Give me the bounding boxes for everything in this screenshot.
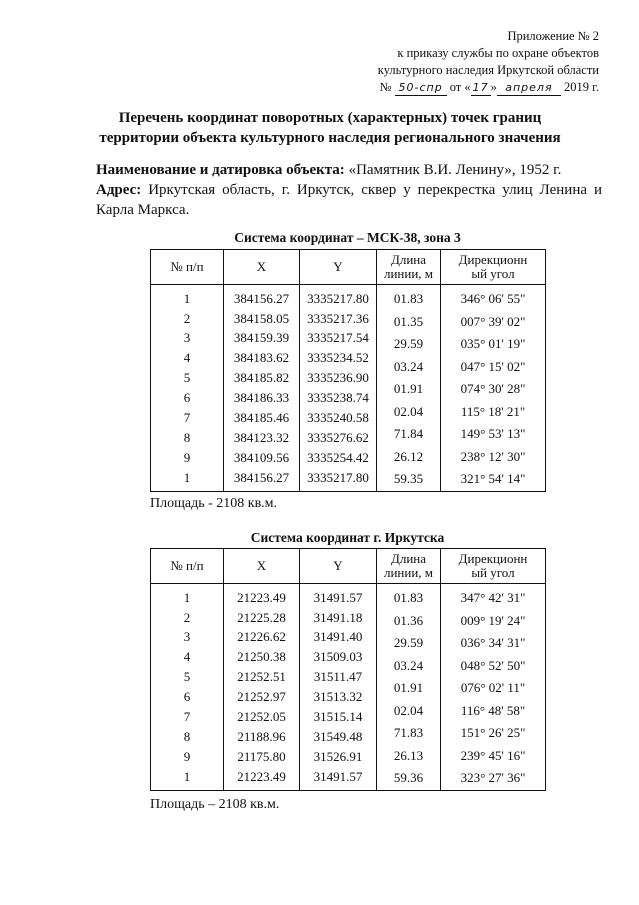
column-header-y: Y (300, 250, 377, 285)
coord-y-cell: 31491.57 (300, 766, 377, 790)
point-number-cell: 8 (151, 727, 224, 747)
point-number-cell: 4 (151, 647, 224, 667)
coord-x-cell: 384183.62 (224, 348, 300, 368)
segment-length: 71.83 (393, 725, 424, 740)
area-msk38: Площадь - 2108 кв.м. (150, 496, 278, 511)
coordinates-table-msk38 (150, 249, 546, 492)
segment-length: 26.13 (393, 747, 424, 763)
coord-y-cell: 3335217.54 (300, 328, 377, 348)
segment-angle: 346° 06' 55" (460, 291, 526, 306)
segment-length: 01.83 (393, 590, 424, 605)
date-mid: » (490, 80, 497, 94)
coord-x-cell: 384159.39 (224, 328, 300, 348)
segment-length: 26.12 (393, 448, 424, 464)
coord-y-cell: 31509.03 (300, 647, 377, 667)
segment-angle: 347° 42' 31" (460, 590, 526, 605)
coord-x-cell: 21175.80 (224, 746, 300, 766)
coord-y-cell: 31526.91 (300, 746, 377, 766)
coord-y-cell: 31491.18 (300, 607, 377, 627)
order-number: 50-спр (395, 81, 447, 96)
point-number-cell: 3 (151, 328, 224, 348)
object-name-label: Наименование и датировка объекта: (96, 162, 345, 178)
coord-y-cell: 31515.14 (300, 707, 377, 727)
column-header-length (377, 250, 441, 285)
point-number-cell: 1 (151, 584, 224, 608)
table-header-row (151, 250, 546, 285)
segment-length: 01.35 (393, 313, 424, 329)
segment-angle: 115° 18' 21" (460, 403, 526, 419)
angle-header-line2: ый угол (471, 565, 515, 580)
coord-y-cell: 3335217.36 (300, 308, 377, 328)
segment-angle: 149° 53' 13" (460, 426, 526, 441)
table-row (151, 584, 546, 608)
segment-angle: 076° 02' 11" (460, 680, 526, 695)
segment-angle: 009° 19' 24" (460, 612, 526, 628)
coord-y-cell: 3335234.52 (300, 348, 377, 368)
table-caption-msk38: Система координат – МСК-38, зона 3 (234, 230, 461, 245)
document-title (60, 108, 600, 148)
coord-x-cell: 21188.96 (224, 727, 300, 747)
point-number-cell: 8 (151, 428, 224, 448)
coord-y-cell: 31491.57 (300, 584, 377, 608)
coord-y-cell: 3335276.62 (300, 428, 377, 448)
length-header-line2: линии, м (383, 565, 434, 580)
segment-angle: 116° 48' 58" (460, 702, 526, 718)
segment-length: 03.24 (393, 358, 424, 374)
segment-length: 71.84 (393, 426, 424, 441)
segment-angle: 323° 27' 36" (460, 770, 526, 785)
coord-x-cell: 384185.82 (224, 368, 300, 388)
table-header-row (151, 549, 546, 584)
point-number-cell: 1 (151, 467, 224, 491)
segment-length: 01.36 (393, 612, 424, 628)
coord-y-cell: 31513.32 (300, 687, 377, 707)
coordinates-table-irkutsk (150, 548, 546, 791)
segment-length: 01.91 (393, 680, 424, 695)
coord-x-cell: 384156.27 (224, 467, 300, 491)
segment-angle-cell (441, 285, 546, 492)
object-name (96, 160, 602, 180)
column-header-x: X (224, 250, 300, 285)
column-header-y: Y (300, 549, 377, 584)
column-header-num: № п/п (151, 549, 224, 584)
segment-angle: 321° 54' 14" (460, 471, 526, 486)
segment-angle: 074° 30' 28" (460, 381, 526, 396)
coord-y-cell: 3335240.58 (300, 408, 377, 428)
point-number-cell: 1 (151, 285, 224, 309)
coord-x-cell: 21250.38 (224, 647, 300, 667)
segment-length: 29.59 (393, 336, 424, 351)
segment-length-cell (377, 584, 441, 791)
title-line-2: территории объекта культурного наследия регионального значения (99, 130, 561, 146)
order-month: апреля (497, 81, 561, 96)
segment-length: 01.83 (393, 291, 424, 306)
appendix-header (378, 28, 599, 96)
column-header-angle (441, 250, 546, 285)
coord-y-cell: 3335238.74 (300, 388, 377, 408)
order-details (378, 79, 599, 96)
segment-length: 02.04 (393, 403, 424, 419)
angle-header-line1: Дирекционн (458, 252, 528, 267)
coord-x-cell: 384156.27 (224, 285, 300, 309)
segment-angle: 035° 01' 19" (460, 336, 526, 351)
coord-x-cell: 21252.97 (224, 687, 300, 707)
column-header-x: X (224, 549, 300, 584)
point-number-cell: 6 (151, 687, 224, 707)
coord-x-cell: 21226.62 (224, 627, 300, 647)
segment-angle: 047° 15' 02" (460, 358, 526, 374)
segment-length: 02.04 (393, 702, 424, 718)
angle-header-line1: Дирекционн (458, 551, 528, 566)
point-number-cell: 6 (151, 388, 224, 408)
order-reference: к приказу службы по охране объектов (397, 46, 599, 60)
order-year: 2019 г. (564, 80, 599, 94)
length-header-line1: Длина (390, 551, 427, 566)
date-from: от « (449, 80, 471, 94)
segment-angle: 239° 45' 16" (460, 747, 526, 763)
organization-name: культурного наследия Иркутской области (377, 63, 599, 77)
point-number-cell: 2 (151, 607, 224, 627)
segment-angle: 036° 34' 31" (460, 635, 526, 650)
object-address (96, 180, 602, 220)
appendix-number: Приложение № 2 (507, 29, 599, 43)
table-body (151, 584, 546, 791)
point-number-cell: 7 (151, 707, 224, 727)
order-day: 17 (472, 81, 489, 94)
angle-header-line2: ый угол (471, 266, 515, 281)
coord-x-cell: 21223.49 (224, 584, 300, 608)
segment-length: 59.36 (393, 770, 424, 785)
address-label: Адрес: (96, 182, 142, 198)
segment-length: 59.35 (393, 471, 424, 486)
coord-y-cell: 31511.47 (300, 667, 377, 687)
coord-y-cell: 3335217.80 (300, 467, 377, 491)
point-number-cell: 4 (151, 348, 224, 368)
segment-length-cell (377, 285, 441, 492)
column-header-angle (441, 549, 546, 584)
segment-length: 03.24 (393, 657, 424, 673)
coord-y-cell: 3335236.90 (300, 368, 377, 388)
coord-x-cell: 384185.46 (224, 408, 300, 428)
coord-y-cell: 31549.48 (300, 727, 377, 747)
point-number-cell: 1 (151, 766, 224, 790)
coord-x-cell: 21252.05 (224, 707, 300, 727)
segment-length: 01.91 (393, 381, 424, 396)
coord-x-cell: 21225.28 (224, 607, 300, 627)
segment-angle: 238° 12' 30" (460, 448, 526, 464)
point-number-cell: 7 (151, 408, 224, 428)
coord-y-cell: 3335217.80 (300, 285, 377, 309)
length-header-line1: Длина (390, 252, 427, 267)
table-row (151, 285, 546, 309)
point-number-cell: 5 (151, 667, 224, 687)
segment-length: 29.59 (393, 635, 424, 650)
coord-x-cell: 21252.51 (224, 667, 300, 687)
point-number-cell: 9 (151, 447, 224, 467)
column-header-length (377, 549, 441, 584)
coord-x-cell: 384158.05 (224, 308, 300, 328)
table-body (151, 285, 546, 492)
coord-x-cell: 384123.32 (224, 428, 300, 448)
column-header-num: № п/п (151, 250, 224, 285)
segment-angle: 007° 39' 02" (460, 313, 526, 329)
coord-x-cell: 384109.56 (224, 447, 300, 467)
point-number-cell: 3 (151, 627, 224, 647)
segment-angle: 151° 26' 25" (460, 725, 526, 740)
coord-x-cell: 21223.49 (224, 766, 300, 790)
coord-y-cell: 31491.40 (300, 627, 377, 647)
coord-y-cell: 3335254.42 (300, 447, 377, 467)
object-name-value: «Памятник В.И. Ленину», 1952 г. (348, 162, 562, 178)
length-header-line2: линии, м (383, 266, 434, 281)
table-caption-irkutsk: Система координат г. Иркутска (250, 530, 445, 545)
address-value: Иркутская область, г. Иркутск, сквер у перекрестка улиц Ленина и Карла Маркса. (96, 182, 602, 218)
segment-angle: 048° 52' 50" (460, 657, 526, 673)
area-irkutsk: Площадь – 2108 кв.м. (150, 797, 280, 812)
point-number-cell: 2 (151, 308, 224, 328)
number-prefix: № (379, 80, 392, 94)
segment-angle-cell (441, 584, 546, 791)
point-number-cell: 5 (151, 368, 224, 388)
point-number-cell: 9 (151, 746, 224, 766)
title-line-1: Перечень координат поворотных (характерных) точек границ (118, 110, 542, 126)
coord-x-cell: 384186.33 (224, 388, 300, 408)
